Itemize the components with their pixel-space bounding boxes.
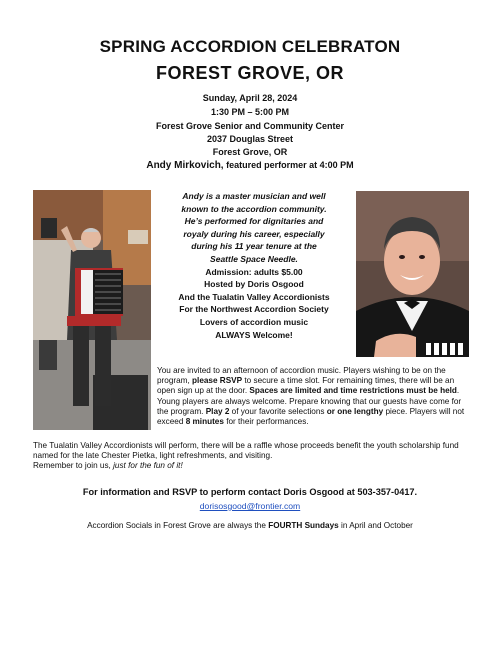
event-venue: Forest Grove Senior and Community Center [155, 121, 345, 131]
intro-block [158, 190, 350, 341]
accordion-player-photo [33, 190, 151, 430]
intro-line: Seattle Space Needle. [210, 253, 298, 264]
intro-line: known to the accordion community. [181, 203, 327, 214]
text-run: in April and October [338, 521, 413, 530]
performer-name: Andy Mirkovich, [146, 160, 224, 171]
text-run: to secure a time slot. For remaining times, there will be an open sign up at the door. [157, 376, 455, 396]
event-street: 2037 Douglas Street [206, 134, 294, 144]
text-run-bold: or one lengthy [326, 406, 384, 416]
event-location-title: FOREST GROVE, OR [155, 63, 345, 83]
host-line: Hosted by Doris Osgood [204, 279, 304, 290]
featured-performer [0, 160, 500, 171]
event-city: Forest Grove, OR [212, 147, 288, 157]
text-run-bold: please RSVP [192, 376, 243, 386]
invitation-paragraph [157, 366, 469, 427]
text-run-bold: FOURTH Sundays [268, 521, 339, 530]
raffle-text: The Tualatin Valley Accordionists will perform, there will be a raffle whose proceeds benefit the youth scholarship fund named for the late Chester Pietka, light refreshments, and visiting. [33, 441, 459, 461]
event-date: Sunday, April 28, 2024 [202, 93, 298, 103]
text-run-bold: Spaces are limited and time restrictions must be held [249, 386, 457, 396]
welcome-line: ALWAYS Welcome! [215, 329, 293, 340]
text-run: of your favorite selections [229, 406, 327, 416]
text-run-bold: 8 minutes [185, 417, 224, 427]
text-run: . Young players are always welcome. Prepare knowing that our guests have come for the program. [157, 386, 462, 416]
performer-portrait-illustration [356, 191, 469, 357]
socials-line [0, 521, 500, 530]
event-title: SPRING ACCORDION CELEBRATON [99, 37, 401, 56]
intro-line: He’s performed for dignitaries and [184, 216, 324, 227]
event-time: 1:30 PM – 5:00 PM [210, 107, 290, 117]
accordion-player-illustration [33, 190, 151, 430]
intro-line: Andy is a master musician and well [182, 191, 326, 201]
raffle-paragraph [33, 441, 473, 472]
email-link[interactable]: dorisosgood@frontier.com [199, 501, 301, 511]
admission-line: Admission: adults $5.00 [205, 266, 303, 277]
contact-line: For information and RSVP to perform contact Doris Osgood at 503-357-0417. [82, 487, 418, 497]
performer-note: featured performer at 4:00 PM [223, 160, 354, 170]
intro-line: during his 11 year tenure at the [191, 241, 317, 252]
performer-portrait-photo [356, 191, 469, 357]
text-run-italic: just for the fun of it! [113, 461, 183, 471]
group-line: And the Tualatin Valley Accordionists [178, 291, 330, 302]
reminder-line [33, 461, 473, 471]
text-run: You are invited to an afternoon of accordion music. Players wishing to be on the program, [157, 366, 446, 386]
text-run: Accordion Socials in Forest Grove are always the [87, 521, 269, 530]
intro-line: royaly during his career, especially [183, 228, 325, 239]
text-run: piece. Players will not exceed [157, 406, 465, 427]
society-line: For the Northwest Accordion Society [179, 304, 329, 315]
text-run: for their performances. [223, 417, 309, 427]
lovers-line: Lovers of accordion music [199, 316, 309, 327]
text-run-bold: Play 2 [205, 406, 230, 416]
text-run: Remember to join us, [33, 461, 114, 471]
